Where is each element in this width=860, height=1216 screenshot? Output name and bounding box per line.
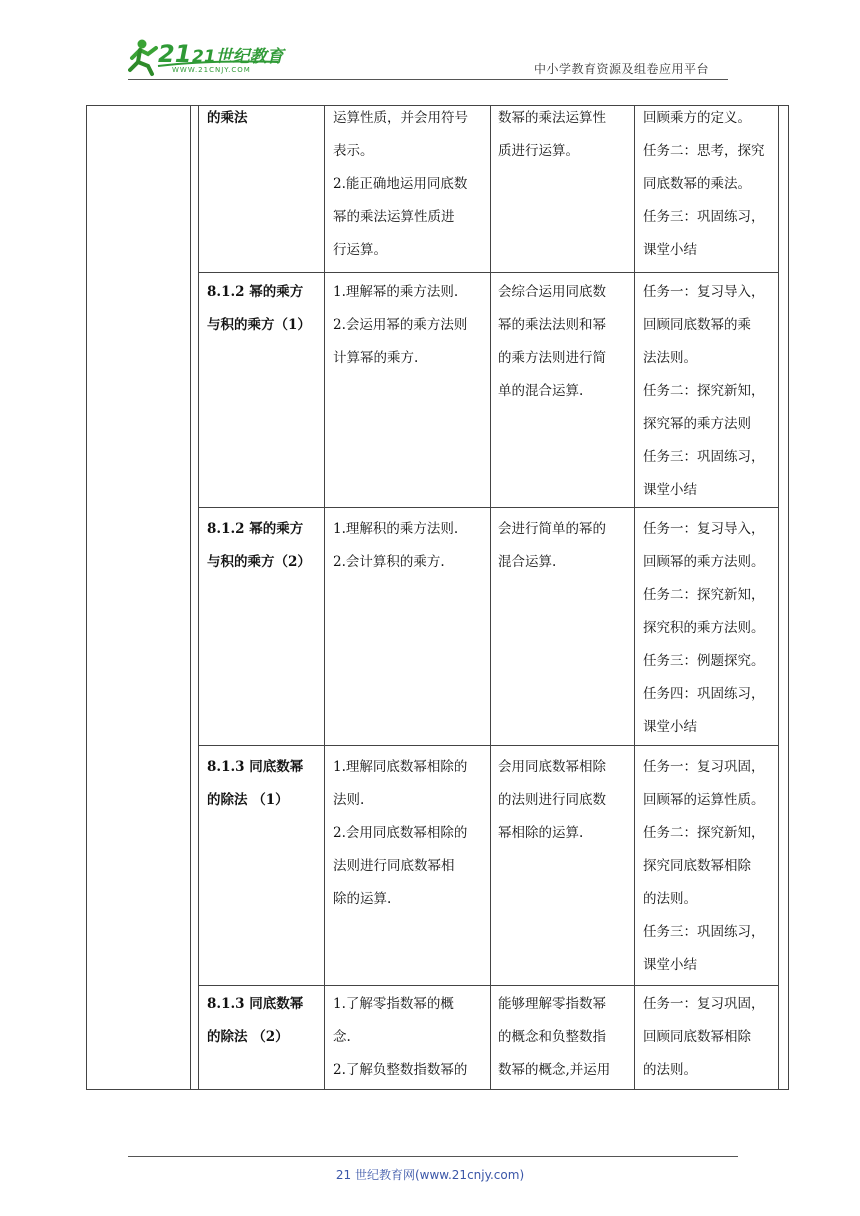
- tasks-4: 任务一：复习巩固， 回顾幂的运算性质。 任务二：探究新知， 探究同底数幂相除 的法则。 任务三：巩固练习， 课堂小结: [643, 759, 765, 973]
- tasks-1: 回顾乘方的定义。 任务二：思考，探究 同底数幂的乘法。 任务三：巩固练习， 课堂小结: [643, 110, 765, 258]
- lesson-title-4: 8.1.3 同底数幂 的除法 （1）: [207, 759, 304, 808]
- lesson-title-5: 8.1.3 同底数幂 的除法 （2）: [207, 996, 304, 1045]
- lesson-title-3: 8.1.2 幂的乘方 与积的乘方（2）: [207, 521, 311, 570]
- footer-site-link[interactable]: 21 世纪教育网(www.21cnjy.com): [335, 1168, 525, 1182]
- difficulty-2: 会综合运用同底数 幂的乘法法则和幂 的乘方法则进行简 单的混合运算.: [498, 284, 606, 399]
- difficulty-5: 能够理解零指数幂 的概念和负整数指 数幂的概念,并运用: [498, 996, 611, 1078]
- platform-name: 中小学教育资源及组卷应用平台: [534, 62, 710, 76]
- tasks-5: 任务一：复习巩固， 回顾同底数幂相除 的法则。: [643, 996, 765, 1078]
- header-divider: [128, 79, 728, 80]
- difficulty-3: 会进行简单的幂的 混合运算.: [498, 521, 606, 570]
- difficulty-4: 会用同底数幂相除 的法则进行同底数 幂相除的运算.: [498, 759, 606, 841]
- objectives-1: 运算性质，并会用符号 表示。 2.能正确地运用同底数 幂的乘法运算性质进 行运算。: [333, 110, 468, 258]
- logo-url-text: WWW.21CNJY.COM: [172, 66, 251, 74]
- tasks-2: 任务一：复习导入， 回顾同底数幂的乘 法法则。 任务二：探究新知， 探究幂的乘方法则 任务三：巩固练习， 课堂小结: [643, 284, 765, 498]
- svg-text:21: 21: [158, 40, 192, 68]
- objectives-5: 1.了解零指数幂的概 念. 2.了解负整数指数幂的: [333, 996, 468, 1078]
- footer-divider: [128, 1156, 738, 1157]
- logo-brand-text: 21世纪教育: [192, 47, 284, 67]
- objectives-4: 1.理解同底数幂相除的 法则. 2.会用同底数幂相除的 法则进行同底数幂相 除的运算.: [333, 759, 468, 907]
- lesson-title-2: 8.1.2 幂的乘方 与积的乘方（1）: [207, 284, 311, 333]
- lesson-title-1: 的乘法: [207, 110, 248, 126]
- objectives-3: 1.理解积的乘方法则. 2.会计算积的乘方.: [333, 521, 459, 570]
- tasks-3: 任务一：复习导入， 回顾幂的乘方法则。 任务二：探究新知， 探究积的乘方法则。 任务三：例题探究。 任务四：巩固练习， 课堂小结: [643, 521, 765, 735]
- objectives-2: 1.理解幂的乘方法则. 2.会运用幂的乘方法则 计算幂的乘方.: [333, 284, 468, 366]
- difficulty-1: 数幂的乘法运算性 质进行运算。: [498, 110, 606, 159]
